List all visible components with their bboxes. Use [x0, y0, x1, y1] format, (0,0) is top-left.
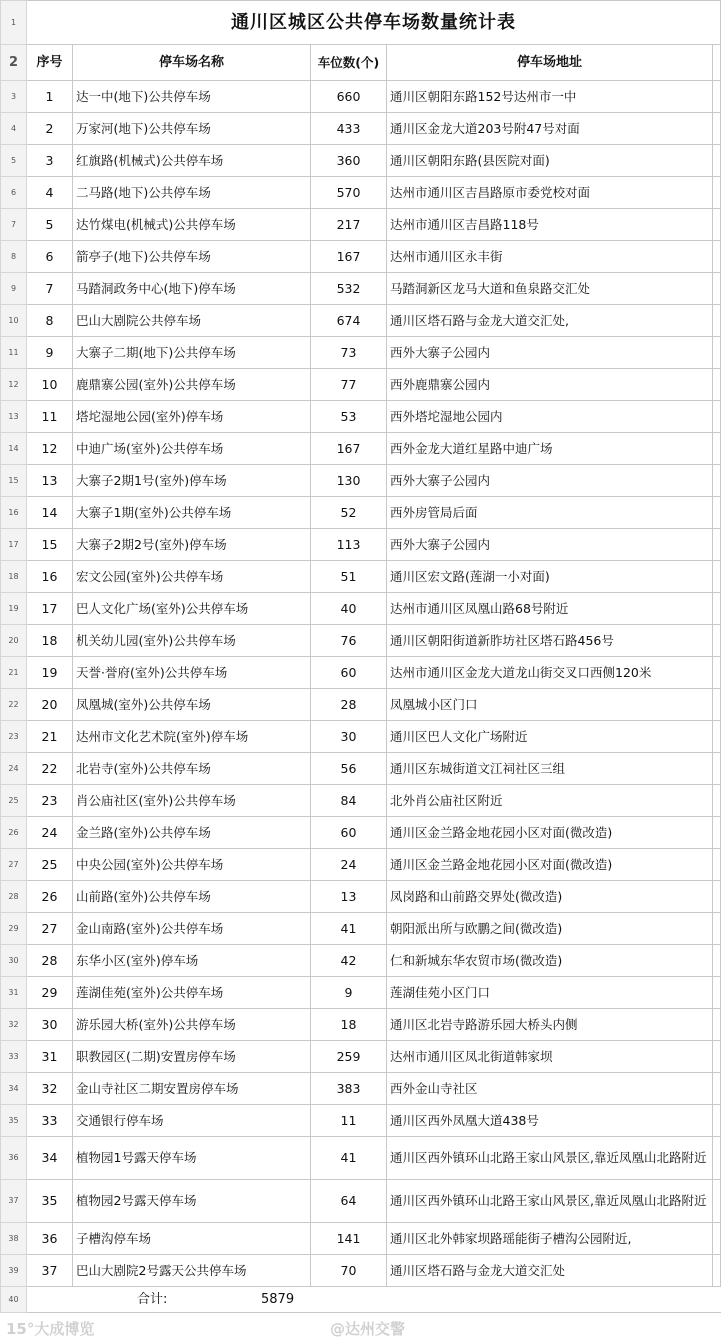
cell-no: 9	[27, 337, 73, 369]
cell-no: 2	[27, 113, 73, 145]
cell-count: 360	[311, 145, 387, 177]
empty-cell	[713, 337, 721, 369]
cell-name: 大寨子1期(室外)公共停车场	[73, 497, 311, 529]
cell-name: 万家河(地下)公共停车场	[73, 113, 311, 145]
row-number: 18	[1, 561, 27, 593]
cell-name: 宏文公园(室外)公共停车场	[73, 561, 311, 593]
table-title: 通川区城区公共停车场数量统计表	[27, 1, 721, 45]
empty-cell	[713, 1180, 721, 1223]
cell-address: 西外大寨子公园内	[387, 529, 713, 561]
cell-name: 马踏洞政务中心(地下)停车场	[73, 273, 311, 305]
cell-no: 11	[27, 401, 73, 433]
row-number: 39	[1, 1255, 27, 1287]
cell-address: 达州市通川区吉昌路118号	[387, 209, 713, 241]
cell-address: 仁和新城东华农贸市场(微改造)	[387, 945, 713, 977]
cell-count: 167	[311, 241, 387, 273]
cell-count: 113	[311, 529, 387, 561]
cell-address: 通川区金兰路金地花园小区对面(微改造)	[387, 849, 713, 881]
empty-cell	[713, 1105, 721, 1137]
cell-no: 15	[27, 529, 73, 561]
table-row	[1, 1105, 721, 1137]
table-row	[1, 977, 721, 1009]
empty-cell	[713, 1255, 721, 1287]
cell-name: 巴山大剧院公共停车场	[73, 305, 311, 337]
row-number: 16	[1, 497, 27, 529]
empty-cell	[713, 561, 721, 593]
cell-address: 凤凰城小区门口	[387, 689, 713, 721]
cell-no: 34	[27, 1137, 73, 1180]
cell-address: 通川区巴人文化广场附近	[387, 721, 713, 753]
cell-count: 11	[311, 1105, 387, 1137]
cell-name: 大寨子2期1号(室外)停车场	[73, 465, 311, 497]
cell-name: 凤凰城(室外)公共停车场	[73, 689, 311, 721]
table-row	[1, 1137, 721, 1180]
row-number: 22	[1, 689, 27, 721]
cell-count: 433	[311, 113, 387, 145]
table-row	[1, 401, 721, 433]
empty-cell	[713, 529, 721, 561]
table-row	[1, 369, 721, 401]
row-number: 40	[1, 1287, 27, 1313]
cell-address: 通川区西外镇环山北路王家山风景区,靠近凤凰山北路附近	[387, 1137, 713, 1180]
cell-no: 32	[27, 1073, 73, 1105]
table-row	[1, 113, 721, 145]
empty-cell	[713, 369, 721, 401]
cell-address: 西外金龙大道红星路中迪广场	[387, 433, 713, 465]
row-number: 32	[1, 1009, 27, 1041]
cell-no: 4	[27, 177, 73, 209]
empty-cell	[713, 849, 721, 881]
cell-address: 通川区朝阳东路(县医院对面)	[387, 145, 713, 177]
row-number: 35	[1, 1105, 27, 1137]
table-row	[1, 465, 721, 497]
cell-name: 北岩寺(室外)公共停车场	[73, 753, 311, 785]
cell-name: 交通银行停车场	[73, 1105, 311, 1137]
cell-no: 19	[27, 657, 73, 689]
cell-address: 通川区朝阳东路152号达州市一中	[387, 81, 713, 113]
cell-no: 31	[27, 1041, 73, 1073]
cell-count: 77	[311, 369, 387, 401]
table-row	[1, 913, 721, 945]
empty-cell	[713, 497, 721, 529]
table-row	[1, 945, 721, 977]
empty-cell	[713, 753, 721, 785]
row-number: 33	[1, 1041, 27, 1073]
title-row	[1, 1, 721, 45]
row-number: 19	[1, 593, 27, 625]
cell-no: 26	[27, 881, 73, 913]
cell-count: 141	[311, 1223, 387, 1255]
cell-address: 通川区塔石路与金龙大道交汇处,	[387, 305, 713, 337]
cell-no: 17	[27, 593, 73, 625]
cell-name: 金山寺社区二期安置房停车场	[73, 1073, 311, 1105]
total-label: 合计:	[27, 1287, 311, 1313]
cell-no: 14	[27, 497, 73, 529]
cell-address: 西外房管局后面	[387, 497, 713, 529]
empty-cell	[713, 113, 721, 145]
table-row	[1, 433, 721, 465]
cell-no: 20	[27, 689, 73, 721]
cell-count: 167	[311, 433, 387, 465]
row-number: 23	[1, 721, 27, 753]
cell-name: 达州市文化艺术院(室外)停车场	[73, 721, 311, 753]
cell-count: 570	[311, 177, 387, 209]
cell-address: 达州市通川区凤凰山路68号附近	[387, 593, 713, 625]
table-row	[1, 849, 721, 881]
cell-address: 西外鹿鼎寨公园内	[387, 369, 713, 401]
empty-cell	[713, 817, 721, 849]
cell-no: 7	[27, 273, 73, 305]
row-number: 9	[1, 273, 27, 305]
table-row	[1, 209, 721, 241]
row-number: 14	[1, 433, 27, 465]
row-number: 13	[1, 401, 27, 433]
cell-no: 35	[27, 1180, 73, 1223]
table-row	[1, 1041, 721, 1073]
row-number: 7	[1, 209, 27, 241]
table-row	[1, 689, 721, 721]
cell-count: 51	[311, 561, 387, 593]
empty-cell	[713, 177, 721, 209]
cell-name: 金兰路(室外)公共停车场	[73, 817, 311, 849]
table-row	[1, 305, 721, 337]
row-number: 36	[1, 1137, 27, 1180]
cell-count: 52	[311, 497, 387, 529]
cell-name: 大寨子二期(地下)公共停车场	[73, 337, 311, 369]
cell-name: 子槽沟停车场	[73, 1223, 311, 1255]
row-number: 1	[1, 1, 27, 45]
row-number: 15	[1, 465, 27, 497]
cell-count: 24	[311, 849, 387, 881]
cell-address: 西外大寨子公园内	[387, 337, 713, 369]
empty-cell	[713, 433, 721, 465]
cell-no: 24	[27, 817, 73, 849]
row-number: 31	[1, 977, 27, 1009]
cell-name: 莲湖佳苑(室外)公共停车场	[73, 977, 311, 1009]
cell-count: 60	[311, 817, 387, 849]
cell-name: 游乐园大桥(室外)公共停车场	[73, 1009, 311, 1041]
cell-count: 41	[311, 1137, 387, 1180]
empty-cell	[713, 657, 721, 689]
empty-cell	[713, 721, 721, 753]
row-number: 29	[1, 913, 27, 945]
empty-cell	[713, 209, 721, 241]
empty-cell	[713, 1009, 721, 1041]
cell-name: 二马路(地下)公共停车场	[73, 177, 311, 209]
cell-address: 达州市通川区吉昌路原市委党校对面	[387, 177, 713, 209]
cell-count: 60	[311, 657, 387, 689]
cell-address: 通川区金龙大道203号附47号对面	[387, 113, 713, 145]
cell-no: 1	[27, 81, 73, 113]
empty-cell	[713, 305, 721, 337]
cell-address: 通川区宏文路(莲湖一小对面)	[387, 561, 713, 593]
cell-address: 达州市通川区永丰街	[387, 241, 713, 273]
cell-count: 53	[311, 401, 387, 433]
row-number: 4	[1, 113, 27, 145]
cell-no: 30	[27, 1009, 73, 1041]
empty-cell	[713, 689, 721, 721]
row-number: 26	[1, 817, 27, 849]
empty-cell	[713, 913, 721, 945]
cell-count: 674	[311, 305, 387, 337]
cell-no: 28	[27, 945, 73, 977]
cell-no: 6	[27, 241, 73, 273]
cell-address: 通川区东城街道文江祠社区三组	[387, 753, 713, 785]
table-row	[1, 785, 721, 817]
empty-cell	[713, 241, 721, 273]
table-row	[1, 1180, 721, 1223]
row-number: 5	[1, 145, 27, 177]
empty-cell	[713, 81, 721, 113]
cell-name: 大寨子2期2号(室外)停车场	[73, 529, 311, 561]
empty-cell	[713, 945, 721, 977]
table-row	[1, 817, 721, 849]
cell-no: 16	[27, 561, 73, 593]
table-row	[1, 1255, 721, 1287]
cell-name: 鹿鼎寨公园(室外)公共停车场	[73, 369, 311, 401]
cell-count: 42	[311, 945, 387, 977]
cell-count: 28	[311, 689, 387, 721]
table-row	[1, 593, 721, 625]
cell-address: 朝阳派出所与欧鹏之间(微改造)	[387, 913, 713, 945]
table-row	[1, 561, 721, 593]
cell-name: 机关幼儿园(室外)公共停车场	[73, 625, 311, 657]
cell-name: 金山南路(室外)公共停车场	[73, 913, 311, 945]
table-row	[1, 625, 721, 657]
header-address: 停车场地址	[387, 45, 713, 81]
empty-cell	[713, 1073, 721, 1105]
table-row	[1, 241, 721, 273]
cell-name: 天誉·誉府(室外)公共停车场	[73, 657, 311, 689]
table-row	[1, 81, 721, 113]
empty-cell	[713, 977, 721, 1009]
empty-cell	[713, 1041, 721, 1073]
cell-name: 山前路(室外)公共停车场	[73, 881, 311, 913]
cell-name: 职教园区(二期)安置房停车场	[73, 1041, 311, 1073]
row-number: 2	[1, 45, 27, 81]
empty-cell	[713, 401, 721, 433]
cell-address: 通川区金兰路金地花园小区对面(微改造)	[387, 817, 713, 849]
row-number: 28	[1, 881, 27, 913]
table-row	[1, 1073, 721, 1105]
cell-count: 383	[311, 1073, 387, 1105]
cell-count: 30	[311, 721, 387, 753]
cell-address: 凤岗路和山前路交界处(微改造)	[387, 881, 713, 913]
cell-count: 217	[311, 209, 387, 241]
table-row	[1, 529, 721, 561]
cell-count: 84	[311, 785, 387, 817]
cell-address: 通川区朝阳街道新胙坊社区塔石路456号	[387, 625, 713, 657]
cell-no: 23	[27, 785, 73, 817]
header-row	[1, 45, 721, 81]
cell-no: 8	[27, 305, 73, 337]
row-number: 17	[1, 529, 27, 561]
cell-address: 达州市通川区凤北街道韩家坝	[387, 1041, 713, 1073]
cell-no: 10	[27, 369, 73, 401]
row-number: 38	[1, 1223, 27, 1255]
row-number: 37	[1, 1180, 27, 1223]
empty-cell	[713, 1137, 721, 1180]
cell-no: 29	[27, 977, 73, 1009]
cell-address: 莲湖佳苑小区门口	[387, 977, 713, 1009]
cell-count: 259	[311, 1041, 387, 1073]
header-no: 序号	[27, 45, 73, 81]
empty-cell	[713, 273, 721, 305]
empty-cell	[713, 625, 721, 657]
header-count: 车位数(个)	[311, 45, 387, 81]
empty-cell	[713, 1223, 721, 1255]
watermark-right: @达州交警	[330, 1320, 406, 1338]
total-value: 5879	[311, 1287, 721, 1313]
row-number: 24	[1, 753, 27, 785]
cell-name: 塔坨湿地公园(室外)停车场	[73, 401, 311, 433]
table-row	[1, 337, 721, 369]
header-name: 停车场名称	[73, 45, 311, 81]
cell-count: 76	[311, 625, 387, 657]
table-row	[1, 721, 721, 753]
cell-address: 北外肖公庙社区附近	[387, 785, 713, 817]
cell-count: 9	[311, 977, 387, 1009]
total-row	[1, 1287, 721, 1313]
cell-name: 巴人文化广场(室外)公共停车场	[73, 593, 311, 625]
cell-address: 通川区西外凤凰大道438号	[387, 1105, 713, 1137]
watermark-left: 15°大成博览	[6, 1320, 95, 1338]
row-number: 27	[1, 849, 27, 881]
cell-no: 25	[27, 849, 73, 881]
cell-no: 21	[27, 721, 73, 753]
empty-cell	[713, 145, 721, 177]
cell-count: 532	[311, 273, 387, 305]
table-row	[1, 753, 721, 785]
table-row	[1, 497, 721, 529]
cell-no: 22	[27, 753, 73, 785]
empty-cell	[713, 881, 721, 913]
cell-no: 13	[27, 465, 73, 497]
table-row	[1, 145, 721, 177]
cell-count: 130	[311, 465, 387, 497]
row-number: 34	[1, 1073, 27, 1105]
cell-count: 660	[311, 81, 387, 113]
table-row	[1, 1009, 721, 1041]
cell-address: 西外金山寺社区	[387, 1073, 713, 1105]
cell-name: 东华小区(室外)停车场	[73, 945, 311, 977]
cell-no: 27	[27, 913, 73, 945]
cell-name: 达一中(地下)公共停车场	[73, 81, 311, 113]
cell-no: 5	[27, 209, 73, 241]
cell-name: 达竹煤电(机械式)公共停车场	[73, 209, 311, 241]
row-number: 10	[1, 305, 27, 337]
empty-cell	[713, 465, 721, 497]
cell-name: 中央公园(室外)公共停车场	[73, 849, 311, 881]
table-row	[1, 1223, 721, 1255]
row-number: 21	[1, 657, 27, 689]
cell-name: 巴山大剧院2号露天公共停车场	[73, 1255, 311, 1287]
cell-no: 33	[27, 1105, 73, 1137]
cell-address: 通川区西外镇环山北路王家山风景区,靠近凤凰山北路附近	[387, 1180, 713, 1223]
row-number: 11	[1, 337, 27, 369]
cell-address: 通川区塔石路与金龙大道交汇处	[387, 1255, 713, 1287]
row-number: 8	[1, 241, 27, 273]
cell-count: 64	[311, 1180, 387, 1223]
cell-count: 56	[311, 753, 387, 785]
table-row	[1, 177, 721, 209]
cell-count: 73	[311, 337, 387, 369]
cell-count: 18	[311, 1009, 387, 1041]
cell-no: 37	[27, 1255, 73, 1287]
cell-address: 通川区北外韩家坝路瑶能街子槽沟公园附近,	[387, 1223, 713, 1255]
cell-name: 植物园1号露天停车场	[73, 1137, 311, 1180]
cell-no: 3	[27, 145, 73, 177]
empty-cell	[713, 45, 721, 81]
cell-address: 通川区北岩寺路游乐园大桥头内侧	[387, 1009, 713, 1041]
row-number: 6	[1, 177, 27, 209]
cell-count: 70	[311, 1255, 387, 1287]
cell-name: 红旗路(机械式)公共停车场	[73, 145, 311, 177]
cell-no: 18	[27, 625, 73, 657]
cell-count: 41	[311, 913, 387, 945]
table-row	[1, 657, 721, 689]
cell-no: 36	[27, 1223, 73, 1255]
cell-count: 40	[311, 593, 387, 625]
empty-cell	[713, 785, 721, 817]
row-number: 12	[1, 369, 27, 401]
row-number: 30	[1, 945, 27, 977]
cell-address: 西外大寨子公园内	[387, 465, 713, 497]
cell-address: 马踏洞新区龙马大道和鱼泉路交汇处	[387, 273, 713, 305]
table-row	[1, 273, 721, 305]
cell-address: 达州市通川区金龙大道龙山街交叉口西侧120米	[387, 657, 713, 689]
cell-address: 西外塔坨湿地公园内	[387, 401, 713, 433]
cell-name: 箭亭子(地下)公共停车场	[73, 241, 311, 273]
row-number: 20	[1, 625, 27, 657]
empty-cell	[713, 593, 721, 625]
cell-name: 中迪广场(室外)公共停车场	[73, 433, 311, 465]
row-number: 25	[1, 785, 27, 817]
row-number: 3	[1, 81, 27, 113]
cell-name: 肖公庙社区(室外)公共停车场	[73, 785, 311, 817]
cell-no: 12	[27, 433, 73, 465]
table-row	[1, 881, 721, 913]
cell-name: 植物园2号露天停车场	[73, 1180, 311, 1223]
cell-count: 13	[311, 881, 387, 913]
